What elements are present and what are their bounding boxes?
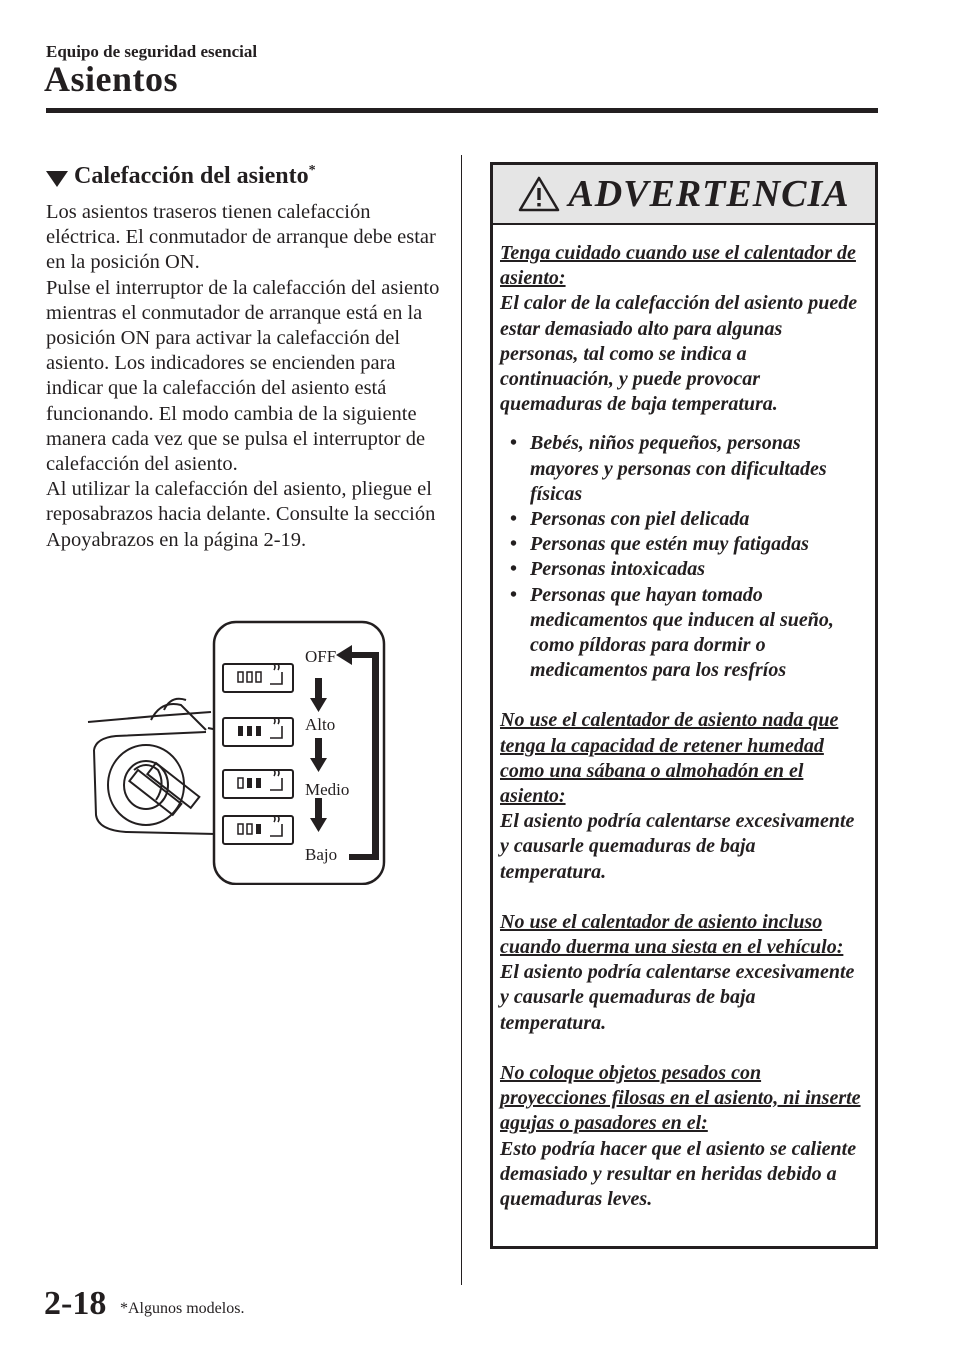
switch-off [223,664,293,692]
warning-bullet-list [500,431,863,683]
warning-block-text: Esto podría hacer que el asiento se caliente demasiado y resultar en heridas debido a quemaduras leves. [500,1137,857,1210]
list-item: • Personas intoxicadas [500,557,863,582]
list-item: • Personas con piel delicada [500,507,863,532]
section-heading [46,163,316,190]
label-medium: Medio [305,780,350,799]
warning-block [500,910,863,1036]
label-low: Bajo [305,845,338,864]
paragraph: Los asientos traseros tienen calefacción eléctrica. El conmutador de arranque debe estar en la posición ON. [46,201,436,274]
warning-block-text: El calor de la calefacción del asiento puede estar demasiado alto para algunas personas, tal como se indica a continuación, y puede provocar quemaduras de baja temperatura. [500,292,858,416]
warning-block-heading: Tenga cuidado cuando use el calentador de asiento: [500,242,856,290]
switch-medium [223,770,293,798]
model-footnote-mark: * [308,163,316,178]
switch-low [223,816,293,844]
footnote: *Algunos modelos. [120,1300,245,1317]
header-rule [46,108,878,113]
warning-block [500,708,863,884]
warning-block-text: El asiento podría calentarse excesivamente y causarle quemaduras de baja temperatura. [500,961,855,1034]
warning-block [500,1061,863,1212]
warning-block [500,241,863,683]
triangle-bullet-icon [46,171,68,187]
warning-header [493,165,875,225]
warning-title: ADVERTENCIA [568,173,850,215]
column-divider [461,155,462,1285]
chapter-subtitle: Equipo de seguridad esencial [46,42,258,61]
seat-heater-illustration [86,620,386,885]
warning-block-heading: No coloque objetos pesados con proyecciones filosas en el asiento, ni inserte agujas o pasadores en el: [500,1061,861,1135]
list-item: • Personas que estén muy fatigadas [500,532,863,557]
page-number: 2-18 [44,1285,107,1322]
section-title: Calefacción del asiento [74,163,309,189]
warning-block-text: El asiento podría calentarse excesivamente y causarle quemaduras de baja temperatura. [500,810,855,883]
paragraph: Al utilizar la calefacción del asiento, pliegue el reposabrazos hacia delante. Consulte la sección Apoyabrazos en la página 2-19. [46,478,436,551]
label-off: OFF [305,647,337,666]
list-item: • Bebés, niños pequeños, personas mayores y personas con dificultades físicas [500,431,863,507]
warning-block-heading: No use el calentador de asiento incluso cuando duerma una siesta en el vehículo: [500,910,844,959]
armrest-console-drawing [88,699,218,834]
warning-block-heading: No use el calentador de asiento nada que tenga la capacidad de retener humedad como una sábana o almohadón en el asiento: [500,709,839,808]
warning-body [493,225,875,1212]
warning-box [490,162,878,1249]
switch-high [223,718,293,746]
list-item: • Personas que hayan tomado medicamentos que inducen al sueño, como píldoras para dormir o medicamentos para los resfríos [500,583,863,684]
paragraph: Pulse el interruptor de la calefacción del asiento mientras el conmutador de arranque está en la posición ON para activar la calefacción del asiento. Los indicadores se encienden para indicar que la calefacción del asiento está funcionando. El modo cambia de la siguiente manera cada vez que se pulsa el interruptor de calefacción del asiento. [46,276,440,476]
label-high: Alto [305,715,336,734]
page-title: Asientos [44,59,179,99]
warning-triangle-icon [518,175,560,213]
section-body [46,200,446,553]
